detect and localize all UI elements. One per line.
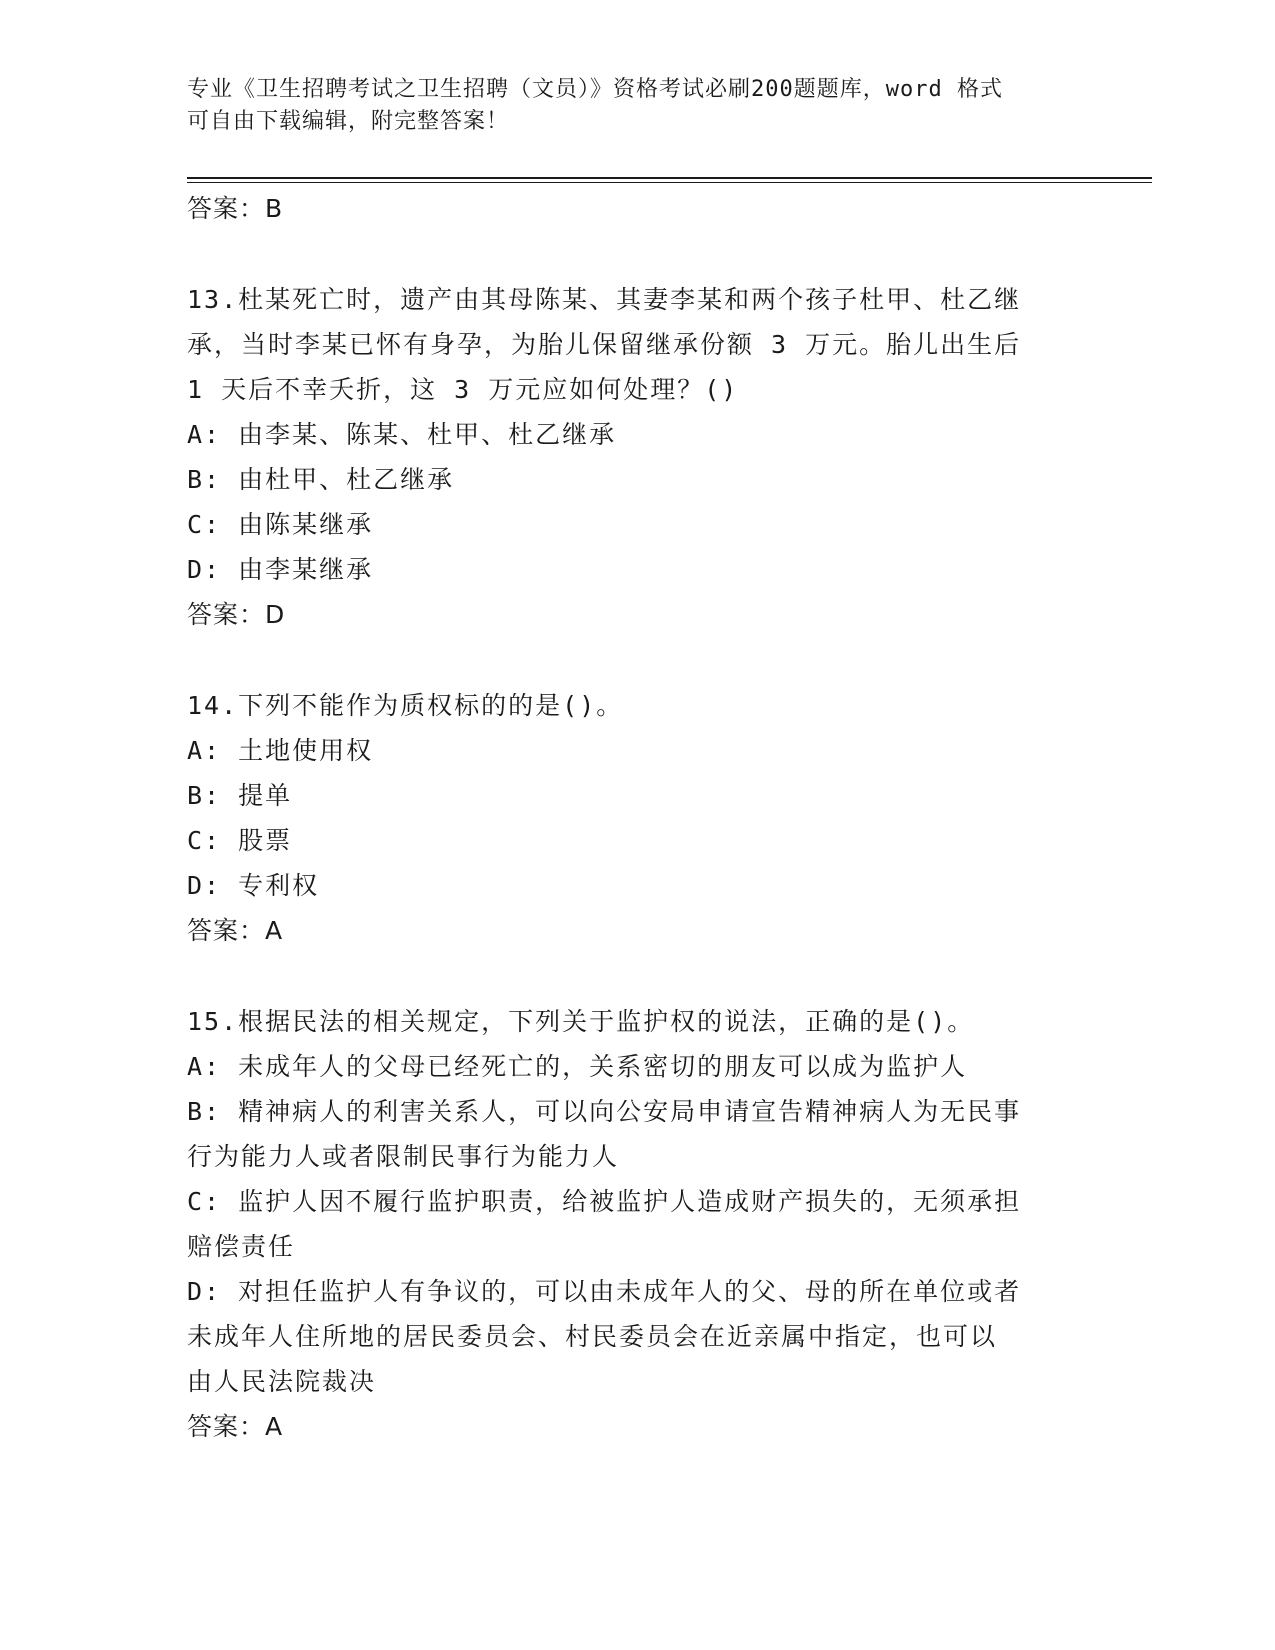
option-letter: B: <box>187 1097 222 1126</box>
answer-label: 答案： <box>187 600 266 629</box>
option-c <box>187 818 1087 863</box>
option-letter: A: <box>187 736 222 765</box>
option-text-continued: 未成年人住所地的居民委员会、村民委员会在近亲属中指定，也可以 <box>187 1322 998 1351</box>
answer-line <box>187 908 1087 953</box>
option-text: 监护人因不履行监护职责，给被监护人造成财产损失的，无须承担 <box>238 1187 1022 1216</box>
answer-label: 答案： <box>187 1412 266 1441</box>
stem-line: 15.根据民法的相关规定，下列关于监护权的说法，正确的是()。 <box>187 1007 975 1036</box>
answer-label: 答案： <box>187 916 266 945</box>
option-text: 由李某、陈某、杜甲、杜乙继承 <box>238 420 617 449</box>
option-text: 股票 <box>238 826 293 855</box>
option-letter: C: <box>187 1187 222 1216</box>
option-text: 未成年人的父母已经死亡的，关系密切的朋友可以成为监护人 <box>238 1052 968 1081</box>
header-line-1: 专业《卫生招聘考试之卫生招聘（文员）》资格考试必刷200题题库，word 格式 <box>187 77 1003 102</box>
stem-line: 13.杜某死亡时，遗产由其母陈某、其妻李某和两个孩子杜甲、杜乙继 <box>187 285 1022 314</box>
stem-line: 1 天后不幸夭折，这 3 万元应如何处理？() <box>187 375 739 404</box>
question-stem <box>187 277 1087 412</box>
question-stem <box>187 999 1087 1044</box>
option-b <box>187 457 1087 502</box>
question-gap <box>187 953 1087 999</box>
answer-label: 答案： <box>187 194 266 223</box>
option-c <box>187 502 1087 547</box>
option-letter: B: <box>187 781 222 810</box>
option-a <box>187 1044 1087 1089</box>
answer-value: A <box>265 1412 284 1441</box>
option-text-continued: 赔偿责任 <box>187 1232 296 1261</box>
answer-value: D <box>265 600 286 629</box>
option-letter: D: <box>187 555 222 584</box>
answer-line <box>187 1404 1087 1449</box>
option-letter: C: <box>187 826 222 855</box>
option-text: 精神病人的利害关系人，可以向公安局申请宣告精神病人为无民事 <box>238 1097 1022 1126</box>
option-text: 对担任监护人有争议的，可以由未成年人的父、母的所在单位或者 <box>238 1277 1022 1306</box>
option-text: 土地使用权 <box>238 736 374 765</box>
header-divider-thin <box>187 182 1152 183</box>
option-letter: B: <box>187 465 222 494</box>
option-text: 由杜甲、杜乙继承 <box>238 465 455 494</box>
question-15 <box>187 999 1087 1449</box>
question-13 <box>187 277 1087 637</box>
answer-value: A <box>265 916 284 945</box>
answer-line-prev <box>187 186 1087 231</box>
answer-line <box>187 592 1087 637</box>
stem-line: 14.下列不能作为质权标的的是()。 <box>187 691 624 720</box>
option-letter: D: <box>187 871 222 900</box>
option-b <box>187 773 1087 818</box>
option-c <box>187 1179 1087 1269</box>
option-letter: C: <box>187 510 222 539</box>
answer-value: B <box>265 194 284 223</box>
question-gap <box>187 637 1087 683</box>
header-divider-thick <box>187 177 1152 179</box>
stem-line: 承，当时李某已怀有身孕，为胎儿保留继承份额 3 万元。胎儿出生后 <box>187 330 1022 359</box>
option-text: 由陈某继承 <box>238 510 374 539</box>
option-d <box>187 547 1087 592</box>
document-body <box>187 186 1087 1449</box>
question-14 <box>187 683 1087 953</box>
option-text: 提单 <box>238 781 293 810</box>
question-stem <box>187 683 1087 728</box>
option-text: 由李某继承 <box>238 555 374 584</box>
option-d <box>187 863 1087 908</box>
option-a <box>187 412 1087 457</box>
option-a <box>187 728 1087 773</box>
option-text-continued: 由人民法院裁决 <box>187 1367 377 1396</box>
option-d <box>187 1269 1087 1404</box>
option-letter: A: <box>187 1052 222 1081</box>
header-line-2: 可自由下载编辑，附完整答案！ <box>187 109 510 134</box>
option-text-continued: 行为能力人或者限制民事行为能力人 <box>187 1142 620 1171</box>
option-letter: A: <box>187 420 222 449</box>
document-header <box>187 74 1087 138</box>
option-text: 专利权 <box>238 871 320 900</box>
option-b <box>187 1089 1087 1179</box>
question-gap <box>187 231 1087 277</box>
option-letter: D: <box>187 1277 222 1306</box>
